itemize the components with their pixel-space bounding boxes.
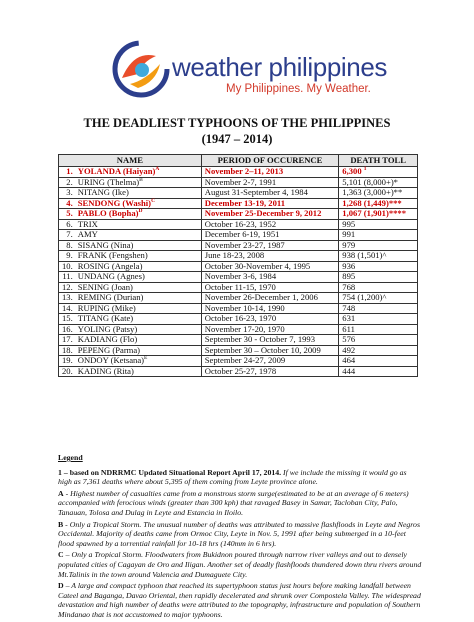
death-toll-text: 1,067 (1,901)**** [342,208,407,218]
typhoon-name [75,251,202,262]
death-toll [339,282,418,293]
typhoon-name-text: ROSING (Angela) [77,260,143,271]
table-row [59,335,418,346]
death-toll [339,209,418,220]
period-of-occurrence: September 30 – October 10, 2009 [201,345,339,356]
typhoon-table [58,154,418,377]
document-title: THE DEADLIEST TYPHOONS OF THE PHILIPPINES [83,116,391,130]
row-index: 6. [59,219,75,230]
period-of-occurrence: September 30 - October 7, 1993 [201,335,339,346]
typhoon-name-text: UNDANG (Agnes) [77,271,145,281]
legend-marker: C [58,550,64,560]
typhoon-name-text: YOLANDA (Haiyan) [77,166,156,176]
typhoon-name-text: URING (Thelma) [77,176,140,187]
row-index: 1. [59,167,75,178]
typhoon-name [75,293,202,304]
typhoon-name-text: PEPENG (Parma) [77,344,141,355]
typhoon-name [75,188,202,199]
period-of-occurrence: September 24-27, 2009 [201,356,339,367]
row-index: 4. [59,198,75,209]
row-index: 2. [59,177,75,188]
period-of-occurrence: November 2-7, 1991 [201,177,339,188]
typhoon-name-text: REMING (Durian) [77,292,144,302]
period-of-occurrence: December 6-19, 1951 [201,230,339,241]
table-row [59,303,418,314]
legend-marker: 1 [58,467,62,477]
table-row [59,282,418,293]
death-toll [339,314,418,325]
death-toll-text: 1,363 (3,000+)** [342,187,403,197]
death-toll [339,219,418,230]
typhoon-name [75,240,202,251]
typhoon-name-text: ONDOY (Ketsana) [77,355,145,365]
period-of-occurrence: November 23-27, 1987 [201,240,339,251]
death-toll [339,198,418,209]
typhoon-name-note: D [138,208,143,215]
typhoon-name-text: RUPING (Mike) [77,302,136,313]
death-toll-text: 5,101 (8,000+)* [342,176,398,187]
death-toll [339,272,418,283]
typhoon-name-text: NITANG (Ike) [77,187,129,197]
table-row [59,167,418,178]
period-of-occurrence: October 25-27, 1978 [201,366,339,377]
typhoon-name [75,314,202,325]
death-toll [339,251,418,262]
table-row [59,272,418,283]
death-toll [339,240,418,251]
death-toll [339,188,418,199]
row-index: 12. [59,282,75,293]
typhoon-name [75,366,202,377]
table-row [59,314,418,325]
death-toll-text: 6,300 [342,166,362,176]
row-index: 16. [59,324,75,335]
typhoon-name [75,219,202,230]
legend [58,453,422,622]
death-toll [339,303,418,314]
row-index: 7. [59,230,75,241]
typhoon-name-text: TITANG (Kate) [77,313,134,323]
row-index: 19. [59,356,75,367]
typhoon-name-note: A [155,166,160,173]
period-of-occurrence: November 2–11, 2013 [201,167,339,178]
death-toll-text: 1,268 (1,449)*** [342,197,402,208]
legend-item [58,550,422,579]
death-toll [339,293,418,304]
row-index: 17. [59,335,75,346]
legend-text: If we include the missing it would go as high as 7,361 deaths where about 5,395 of them coming from Leyte province alone. [58,467,407,487]
typhoon-name-text: AMY [77,229,98,239]
header-period: PERIOD OF OCCURENCE [201,155,339,167]
death-toll-text: 895 [342,271,356,281]
legend-item [58,581,422,619]
table-row [59,356,418,367]
table-row [59,198,418,209]
legend-items [58,468,422,620]
table-row [59,324,418,335]
period-of-occurrence: November 26-December 1, 2006 [201,293,339,304]
row-index: 13. [59,293,75,304]
death-toll-text: 576 [342,334,356,344]
death-toll-text: 979 [342,239,356,250]
death-toll [339,345,418,356]
table-row [59,219,418,230]
typhoon-name-note: B [139,176,143,183]
legend-text: – Only a Tropical Storm. Floodwaters from Bukidnon poured through narrow river valleys and out to densely populated cities of Cagayan de Oro and Iligan. Another set of deadly flashfloods thundered down thru rivers around Mt.Talinis in the town around Valencia and Dumaguete City. [58,550,422,579]
typhoon-name [75,272,202,283]
row-index: 20. [59,366,75,377]
table-row [59,345,418,356]
typhoon-name-text: FRANK (Fengshen) [77,250,148,260]
typhoon-name [75,230,202,241]
row-index: 3. [59,188,75,199]
legend-text: – A large and compact typhoon that reached its supertyphoon status just hours before making landfall between Cateel and Baganga, Davao Oriental, then rapidly decelerated and shrunk over Compostela Valley. The widespread devastation and high number of deaths were attributed to the topography, infrastructure and population of Southern Mindanao that is not accustomed to major typhoons. [58,581,421,619]
table-row [59,251,418,262]
typhoon-name [75,209,202,220]
death-toll [339,261,418,272]
document-subtitle: (1947 – 2014) [201,132,273,146]
brand-tagline: My Philippines. My Weather. [226,83,371,95]
typhoon-name-text: KADIANG (Flo) [77,334,138,344]
death-toll-text: 492 [342,344,356,355]
table-row [59,240,418,251]
table-row [59,261,418,272]
row-index: 14. [59,303,75,314]
typhoon-name [75,335,202,346]
table-row [59,209,418,220]
table-row [59,366,418,377]
row-index: 15. [59,314,75,325]
typhoon-name [75,261,202,272]
table-row [59,293,418,304]
death-toll [339,177,418,188]
death-toll-text: 768 [342,281,356,292]
legend-text: - Only a Tropical Storm. The unusual number of deaths was attributed to massive flashfloods in Leyte and Negros Occidental. Majority of deaths came from Ormoc City, Leyte in Nov. 5, 1991 after being submerged in a 10-feet flood spawned by a torrential rainfall for 10-18 hrs (140mm in 6 hrs). [58,519,420,548]
legend-item [58,520,422,549]
typhoon-name-text: KADING (Rita) [77,365,134,376]
typhoon-name [75,324,202,335]
death-toll-text: 631 [342,313,356,323]
typhoon-name [75,356,202,367]
weather-logo-icon [112,40,170,98]
death-toll [339,366,418,377]
table-row [59,188,418,199]
death-toll [339,167,418,178]
legend-marker: D [58,581,64,591]
typhoon-name-text: YOLING (Patsy) [77,323,138,334]
legend-marker: A [58,488,64,498]
row-index: 18. [59,345,75,356]
typhoon-name [75,198,202,209]
typhoon-name-text: SENDONG (Washi) [77,197,152,208]
death-toll-note: 1 [363,166,367,173]
row-index: 10. [59,261,75,272]
legend-item [58,489,422,518]
death-toll-text: 936 [342,260,356,271]
table-row [59,177,418,188]
typhoon-name [75,167,202,178]
legend-heading: Legend [58,453,83,462]
period-of-occurrence: October 16-23, 1970 [201,314,339,325]
typhoon-name-text: SISANG (Nina) [77,239,134,250]
period-of-occurrence: October 11-15, 1970 [201,282,339,293]
row-index: 5. [59,209,75,220]
legend-lead: – based on NDRRMC Updated Situational Report April 17, 2014. [61,467,282,477]
death-toll-text: 991 [342,229,356,239]
death-toll [339,335,418,346]
death-toll-text: 464 [342,355,356,365]
typhoon-name-text: SENING (Joan) [77,281,133,292]
typhoon-name [75,282,202,293]
death-toll-text: 611 [342,323,355,334]
death-toll-text: 754 (1,200)^ [342,292,387,302]
death-toll [339,230,418,241]
brand-name: weather philippines [172,52,387,82]
typhoon-name-note: E [144,355,148,362]
period-of-occurrence: October 16-23, 1952 [201,219,339,230]
period-of-occurrence: December 13-19, 2011 [201,198,339,209]
period-of-occurrence: November 17-20, 1970 [201,324,339,335]
death-toll-text: 938 (1,501)^ [342,250,387,260]
typhoon-name-note: C [151,197,156,204]
typhoon-name [75,303,202,314]
typhoon-name-text: TRIX [77,218,98,229]
legend-marker: B [58,519,64,529]
row-index: 9. [59,251,75,262]
legend-item [58,468,422,487]
period-of-occurrence: November 3-6, 1984 [201,272,339,283]
period-of-occurrence: November 10-14, 1990 [201,303,339,314]
period-of-occurrence: June 18-23, 2008 [201,251,339,262]
table-row [59,230,418,241]
typhoon-name [75,177,202,188]
period-of-occurrence: November 25-December 9, 2012 [201,209,339,220]
row-index: 11. [59,272,75,283]
header-name: NAME [59,155,202,167]
period-of-occurrence: October 30-November 4, 1995 [201,261,339,272]
table-header-row [59,155,418,167]
death-toll [339,356,418,367]
legend-text: - Highest number of casualties came from a monstrous storm surge(estimated to be at an average of 6 meters) accompanied with ferocious winds (greater than 300 kph) that ravaged Basey in Samar, Tacloban City, Palo, Tanauan, Tolosa and Dulag in Leyte and Estancia in Iloilo. [58,488,409,517]
death-toll-text: 748 [342,302,356,313]
typhoon-name [75,345,202,356]
death-toll-text: 995 [342,218,356,229]
death-toll [339,324,418,335]
typhoon-name-text: PABLO (Bopha) [77,208,139,218]
death-toll-text: 444 [342,365,356,376]
header-death-toll: DEATH TOLL [339,155,418,167]
brand-logo [112,40,387,102]
row-index: 8. [59,240,75,251]
period-of-occurrence: August 31-September 4, 1984 [201,188,339,199]
